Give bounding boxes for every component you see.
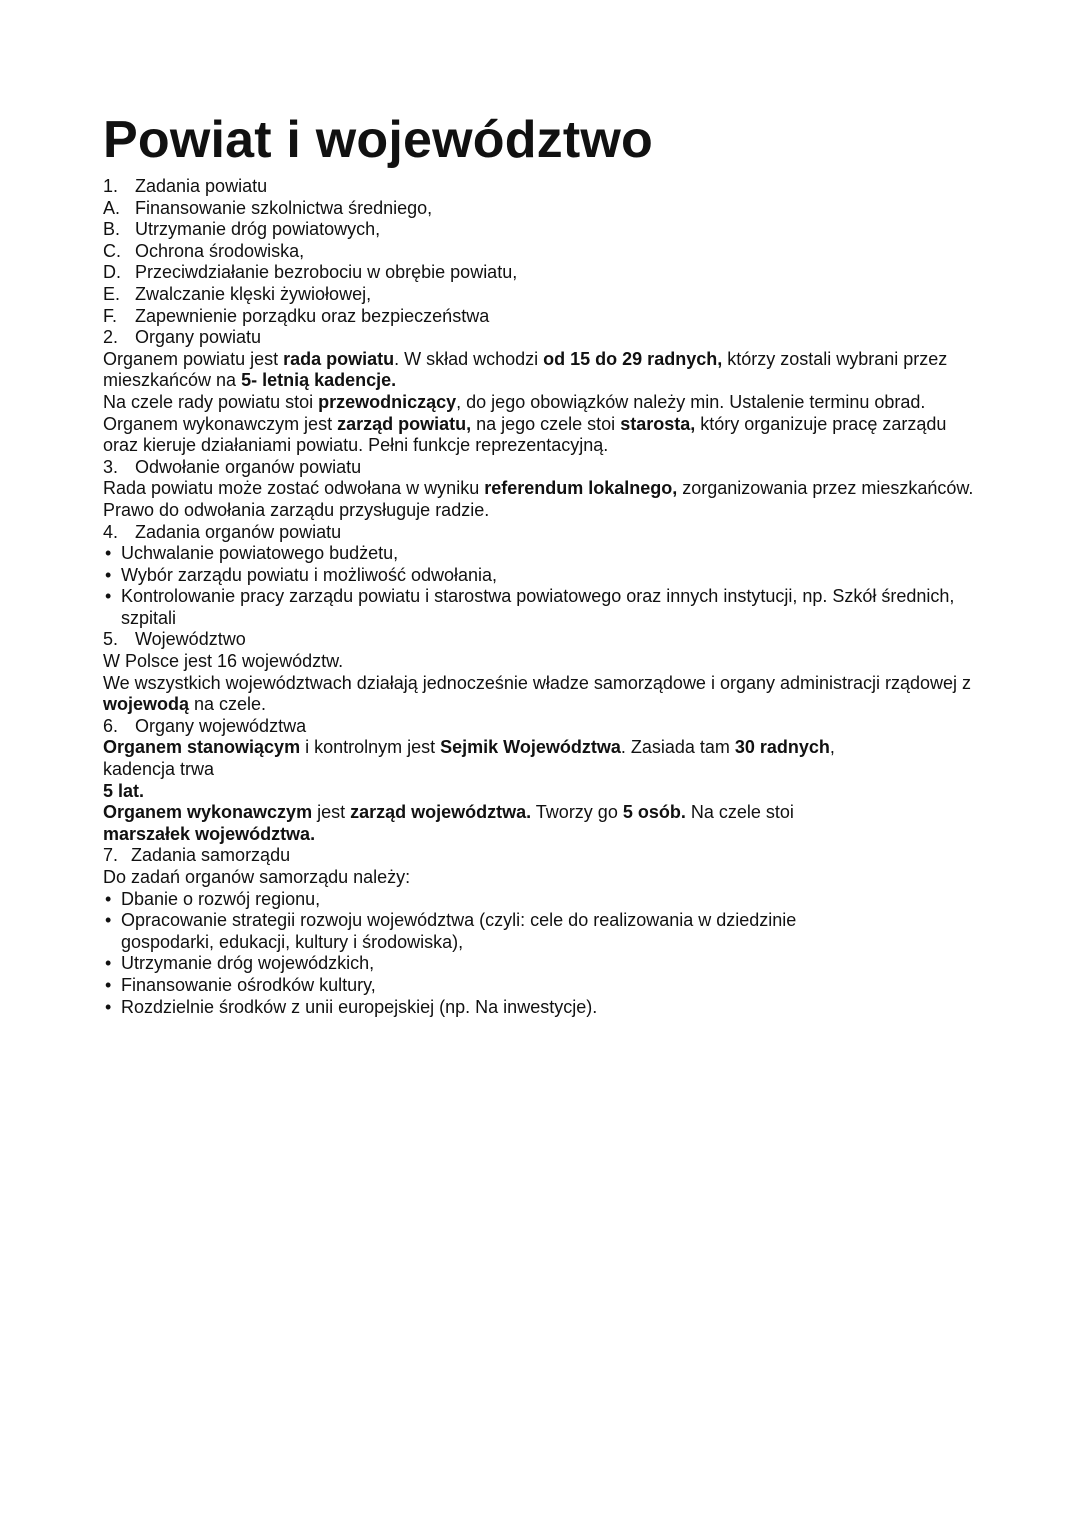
section-5-heading: 5. Województwo [103,629,246,650]
paragraph: Organem powiatu jest rada powiatu. W skład wchodzi od 15 do 29 radnych, którzy zostali wybrani przez mieszkańców na 5- letnią kadencje. [103,348,948,391]
bullet-icon: • [105,953,112,974]
paragraph: Do zadań organów samorządu należy: [103,867,411,887]
list-item: • Opracowanie strategii rozwoju województwa (czyli: cele do realizowania w dziedzinie gospodarki, edukacji, kultury i środowiska), [105,910,797,952]
bullet-icon: • [105,974,112,995]
list-item: A. Finansowanie szkolnictwa średniego, [103,197,433,218]
document-page [103,108,983,1018]
paragraph: Organem wykonawczym jest zarząd województwa. Tworzy go 5 osób. Na czele stoi marszałek województwa. [103,802,794,844]
bullet-icon: • [105,564,112,585]
section-2-heading: 2. Organy powiatu [103,327,262,348]
list-item: • Utrzymanie dróg wojewódzkich, [105,953,375,974]
bullet-icon: • [105,910,112,931]
page-title: Powiat i województwo [103,111,653,169]
paragraph: Na czele rady powiatu stoi przewodniczący, do jego obowiązków należy min. Ustalenie terminu obrad. Organem wykonawczym jest zarząd powiatu, na jego czele stoi starosta, który organizuje pracę zarządu oraz kieruje działaniami powiatu. Pełni funkcje reprezentacyjną. [103,391,947,456]
bullet-icon: • [105,543,112,564]
list-item: B. Utrzymanie dróg powiatowych, [103,219,381,240]
list-item: D. Przeciwdziałanie bezrobociu w obrębie powiatu, [103,262,518,283]
list-item: • Uchwalanie powiatowego budżetu, [105,543,399,564]
list-item: • Wybór zarządu powiatu i możliwość odwołania, [105,564,498,585]
list-item: • Dbanie o rozwój regionu, [105,888,321,909]
list-item: • Rozdzielnie środków z unii europejskiej (np. Na inwestycje). [105,996,598,1017]
list-item: E. Zwalczanie klęski żywiołowej, [103,283,372,304]
paragraph: W Polsce jest 16 województw. [103,651,344,672]
paragraph: Rada powiatu może zostać odwołana w wyniku referendum lokalnego, zorganizowania przez mieszkańców. Prawo do odwołania zarządu przysługuje radzie. [103,478,974,520]
section-4-heading: 4. Zadania organów powiatu [103,521,342,542]
paragraph: We wszystkich województwach działają jednocześnie władze samorządowe i organy administracji rządowej z wojewodą na czele. [103,672,972,715]
section-6-heading: 6. Organy województwa [103,715,307,736]
section-3-heading: 3. Odwołanie organów powiatu [103,456,362,477]
bullet-icon: • [105,586,112,607]
list-item: • Kontrolowanie pracy zarządu powiatu i starostwa powiatowego oraz innych instytucji, np. Szkół średnich, szpitali [105,586,955,628]
section-1-heading: 1. Zadania powiatu [103,176,268,196]
list-item: • Finansowanie ośrodków kultury, [105,974,376,995]
list-item: C. Ochrona środowiska, [103,240,305,261]
paragraph: Organem stanowiącym i kontrolnym jest Sejmik Województwa. Zasiada tam 30 radnych, kadencja trwa 5 lat. [103,737,835,801]
bullet-icon: • [105,888,112,909]
section-7-heading: 7. Zadania samorządu [103,845,291,866]
bullet-icon: • [105,996,112,1017]
list-item: F. Zapewnienie porządku oraz bezpieczeństwa [103,305,490,326]
